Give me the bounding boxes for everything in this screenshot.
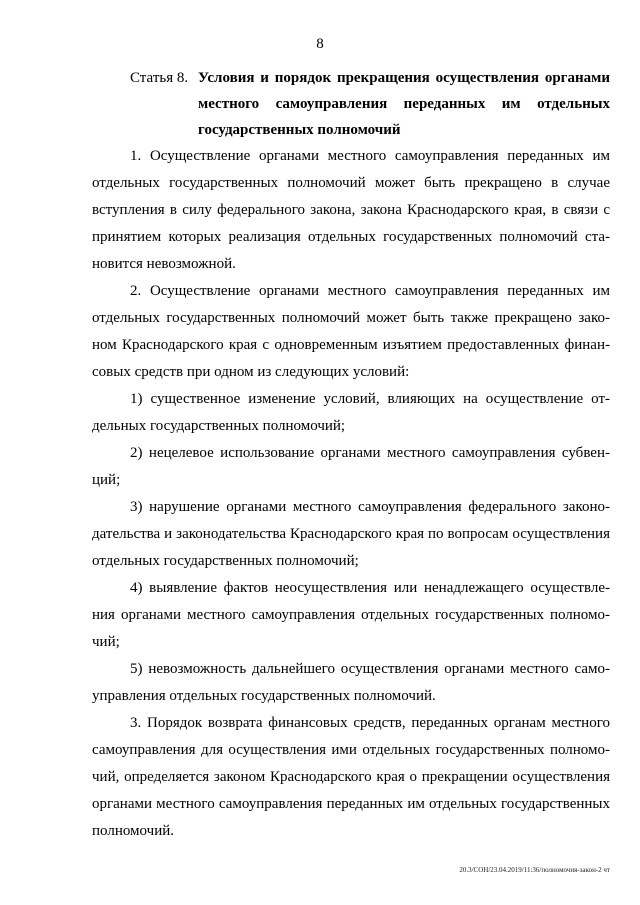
condition-2: 2) нецелевое использование органами местного самоуправления субвенций; — [92, 445, 610, 488]
condition-3: 3) нарушение органами местного самоуправления федерального законодательства и законодательства Краснодарского края по вопросам осуществления отдельных государственных полномочий; — [92, 499, 610, 569]
page-number: 8 — [316, 36, 324, 52]
condition-4: 4) выявление фактов неосуществления или ненадлежащего осуществления органами местного самоуправления отдельных государственных полномочий; — [92, 580, 610, 650]
paragraph-1: 1. Осуществление органами местного самоуправления переданных им отдельных государственных полномочий может быть прекращено в случае вступления в силу федерального закона, закона Краснодарского края, в связи с принятием которых реализация отдельных государственных полномочий становится невозможной. — [92, 148, 610, 272]
paragraph-3: 3. Порядок возврата финансовых средств, переданных органам местного самоуправления для осуществления ими отдельных государственных полномочий, определяется законом Краснодарского края о прекращении осуществления органами местного самоуправления переданных им отдельных государственных полномочий. — [92, 715, 610, 839]
article-heading — [130, 65, 610, 143]
footer-reference: 20.3/СОН/23.04.2019/11:36/полномочия-закон-2 чт — [459, 866, 610, 874]
article-title: Условия и порядок прекращения осуществления органами местного самоуправления переданных им отдельных государственных полномочий — [198, 70, 610, 138]
document-body — [92, 143, 610, 845]
condition-5: 5) невозможность дальнейшего осуществления органами местного самоуправления отдельных государственных полномочий. — [92, 661, 610, 704]
condition-1: 1) существенное изменение условий, влияющих на осуществление отдельных государственных полномочий; — [92, 391, 610, 434]
paragraph-2: 2. Осуществление органами местного самоуправления переданных им отдельных государственных полномочий может быть также прекращено законом Краснодарского края с одновременным изъятием предоставленных финансовых средств при одном из следующих условий: — [92, 283, 610, 380]
article-label: Статья 8. — [130, 70, 189, 86]
